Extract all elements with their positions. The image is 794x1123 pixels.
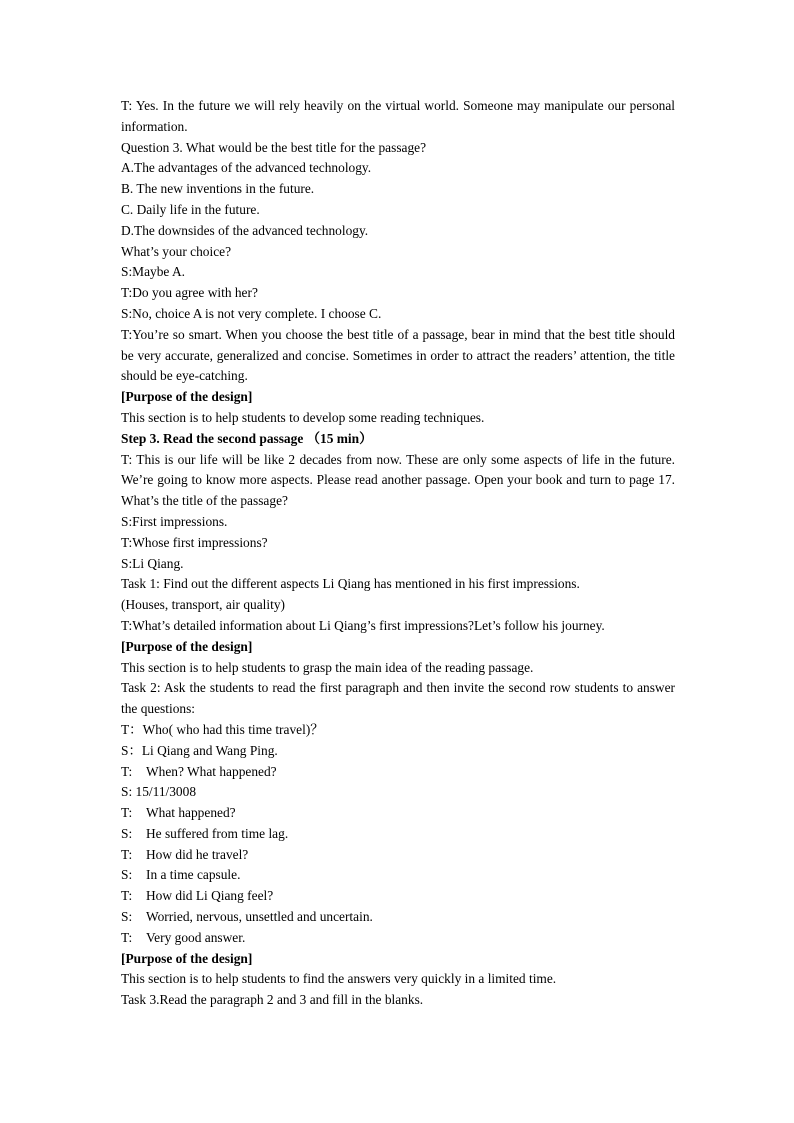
paragraph-teacher-yes: T: Yes. In the future we will rely heavily on the virtual world. Someone may manipulate our personal information. bbox=[121, 98, 675, 134]
student-answer-date: S: 15/11/3008 bbox=[121, 784, 197, 800]
student-answer: S：Li Qiang and Wang Ping. bbox=[121, 742, 278, 758]
task-1-answer: (Houses, transport, air quality) bbox=[121, 597, 285, 613]
purpose-text: This section is to help students to find the answers very quickly in a limited time. bbox=[121, 971, 557, 987]
dialogue-text: Very good answer. bbox=[146, 929, 246, 945]
purpose-text: This section is to help students to grasp the main idea of the reading passage. bbox=[121, 659, 534, 675]
task-2: Task 2: Ask the students to read the first paragraph and then invite the second row students to answer the questions: bbox=[121, 680, 675, 717]
student-answer: S:First impressions. bbox=[121, 513, 228, 529]
speaker: T: bbox=[121, 929, 133, 945]
student-answer: S:No, choice A is not very complete. I choose C. bbox=[121, 305, 382, 321]
purpose-text: This section is to help students to develop some reading techniques. bbox=[121, 409, 485, 425]
speaker: T: bbox=[121, 805, 133, 821]
dialogue-line bbox=[121, 845, 675, 866]
question-3: Question 3. What would be the best title for the passage? bbox=[121, 139, 427, 155]
choice-question: What’s your choice? bbox=[121, 243, 232, 259]
speaker: T: bbox=[121, 888, 133, 904]
purpose-heading: [Purpose of the design] bbox=[121, 638, 253, 654]
dialogue-text: How did he travel? bbox=[146, 846, 249, 862]
dialogue-text: In a time capsule. bbox=[146, 867, 241, 883]
task-1: Task 1: Find out the different aspects Li Qiang has mentioned in his first impressions. bbox=[121, 576, 580, 592]
task-3: Task 3.Read the paragraph 2 and 3 and fill in the blanks. bbox=[121, 992, 424, 1008]
speaker: S: bbox=[121, 825, 133, 841]
step-3-heading: Step 3. Read the second passage （15 min） bbox=[121, 430, 373, 446]
speaker: T: bbox=[121, 846, 133, 862]
option-a: A.The advantages of the advanced technology. bbox=[121, 160, 372, 176]
dialogue-text: Worried, nervous, unsettled and uncertain. bbox=[146, 909, 373, 925]
speaker: T: bbox=[121, 763, 133, 779]
dialogue-line bbox=[121, 865, 675, 886]
dialogue-line bbox=[121, 886, 675, 907]
teacher-question: T:Do you agree with her? bbox=[121, 285, 258, 301]
dialogue-line bbox=[121, 762, 675, 783]
teacher-question: T:What’s detailed information about Li Qiang’s first impressions?Let’s follow his journey. bbox=[121, 617, 605, 633]
teacher-intro-passage: T: This is our life will be like 2 decades from now. These are only some aspects of life in the future. We’re going to know more aspects. Please read another passage. Open your book and turn to page 17. What’s the title of the passage? bbox=[121, 451, 675, 509]
option-d: D.The downsides of the advanced technology. bbox=[121, 222, 369, 238]
dialogue-text: He suffered from time lag. bbox=[146, 825, 289, 841]
teacher-explanation: T:You’re so smart. When you choose the best title of a passage, bear in mind that the best title should be very accurate, generalized and concise. Sometimes in order to attract the readers’ attention, the title should be eye-catching. bbox=[121, 326, 675, 384]
student-answer: S:Maybe A. bbox=[121, 264, 185, 280]
dialogue-line bbox=[121, 803, 675, 824]
speaker: S: bbox=[121, 867, 133, 883]
document-page bbox=[121, 96, 675, 1011]
teacher-question: T:Whose first impressions? bbox=[121, 534, 268, 550]
dialogue-line bbox=[121, 928, 675, 949]
option-b: B. The new inventions in the future. bbox=[121, 181, 315, 197]
purpose-heading: [Purpose of the design] bbox=[121, 950, 253, 966]
dialogue-text: How did Li Qiang feel? bbox=[146, 888, 274, 904]
teacher-question: T：Who( who had this time travel)？ bbox=[121, 721, 324, 737]
dialogue-text: What happened? bbox=[146, 805, 236, 821]
option-c: C. Daily life in the future. bbox=[121, 201, 260, 217]
speaker: S: bbox=[121, 909, 133, 925]
student-answer: S:Li Qiang. bbox=[121, 555, 184, 571]
purpose-heading: [Purpose of the design] bbox=[121, 389, 253, 405]
dialogue-line bbox=[121, 824, 675, 845]
dialogue-text: When? What happened? bbox=[146, 763, 277, 779]
dialogue-line bbox=[121, 907, 675, 928]
